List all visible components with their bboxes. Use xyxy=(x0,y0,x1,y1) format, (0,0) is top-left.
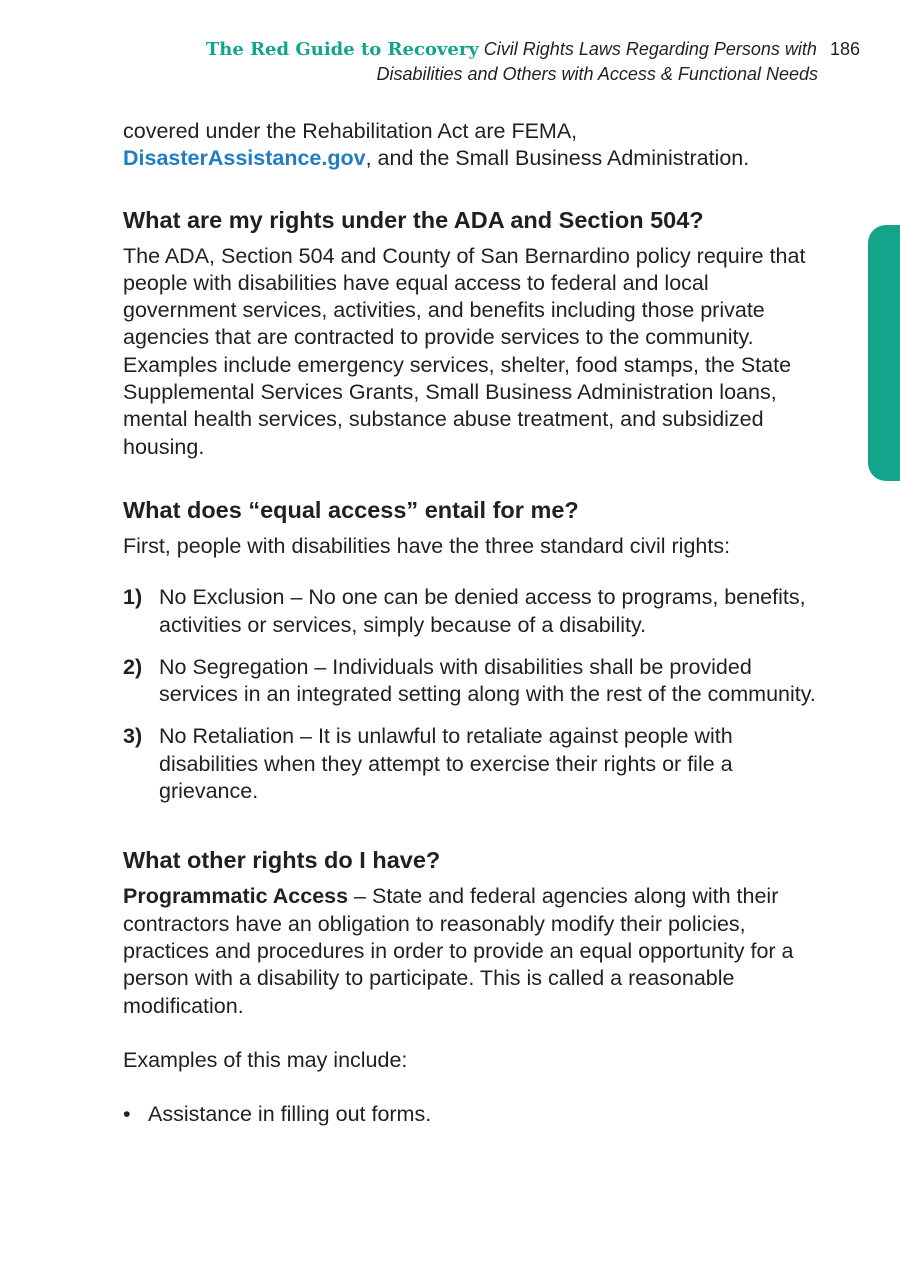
intro-text: covered under the Rehabilitation Act are FEMA, xyxy=(123,119,578,143)
running-header xyxy=(206,37,860,87)
rights-paragraph: The ADA, Section 504 and County of San Bernardino policy require that people with disabilities have equal access to federal and local government services, activities, and benefits including those private agencies that are contracted to provide services to the community. Examples include emergency services, shelter, food stamps, the State Supplemental Services Grants, Small Business Administration loans, mental health services, substance abuse treatment, and subsidized housing. xyxy=(123,243,806,459)
section-tab xyxy=(868,225,900,481)
examples-intro: Examples of this may include: xyxy=(123,1047,408,1072)
disasterassistance-link[interactable]: DisasterAssistance.gov xyxy=(123,146,366,171)
guide-title: The Red Guide to Recovery xyxy=(205,39,479,60)
item-text: No Segregation – Individuals with disabilities shall be provided services in an integrated setting along with the rest of the community. xyxy=(159,654,816,707)
equal-access-intro: First, people with disabilities have the three standard civil rights: xyxy=(123,533,731,558)
list-item xyxy=(123,723,823,805)
list-item xyxy=(123,584,823,639)
examples-list xyxy=(123,1101,823,1128)
programmatic-access-paragraph xyxy=(123,883,823,1019)
page-number: 186 xyxy=(829,39,860,59)
chapter-title: Civil Rights Laws Regarding Persons with xyxy=(483,39,817,59)
bullet-text: Assistance in filling out forms. xyxy=(148,1102,432,1127)
page-content xyxy=(123,118,823,1128)
intro-text-end: , and the Small Business Administration. xyxy=(365,146,750,171)
item-number: 3) xyxy=(123,724,143,749)
item-text: No Exclusion – No one can be denied access to programs, benefits, activities or services, simply because of a disability. xyxy=(159,585,806,637)
programmatic-access-text: – State and federal agencies along with their contractors have an obligation to reasonably modify their policies, practices and procedures in order to provide an equal opportunity for a person with a disability to participate. This is called a reasonable modification. xyxy=(123,884,794,1018)
programmatic-access-term: Programmatic Access xyxy=(123,884,349,909)
section-heading-other-rights: What other rights do I have? xyxy=(123,847,441,874)
section-heading-equal-access: What does “equal access” entail for me? xyxy=(123,496,579,523)
list-item xyxy=(123,654,823,709)
section-heading-rights: What are my rights under the ADA and Section 504? xyxy=(123,206,704,233)
chapter-title-continued: Disabilities and Others with Access & Functional Needs xyxy=(376,64,818,84)
item-text: No Retaliation – It is unlawful to retaliate against people with disabilities when they attempt to exercise their rights or file a grievance. xyxy=(159,724,733,804)
civil-rights-list xyxy=(123,584,823,805)
bullet-icon: • xyxy=(123,1102,131,1127)
header-line-1 xyxy=(206,37,860,62)
item-number: 2) xyxy=(123,654,143,679)
intro-paragraph xyxy=(123,118,823,173)
item-number: 1) xyxy=(123,585,143,610)
list-item xyxy=(123,1101,823,1128)
